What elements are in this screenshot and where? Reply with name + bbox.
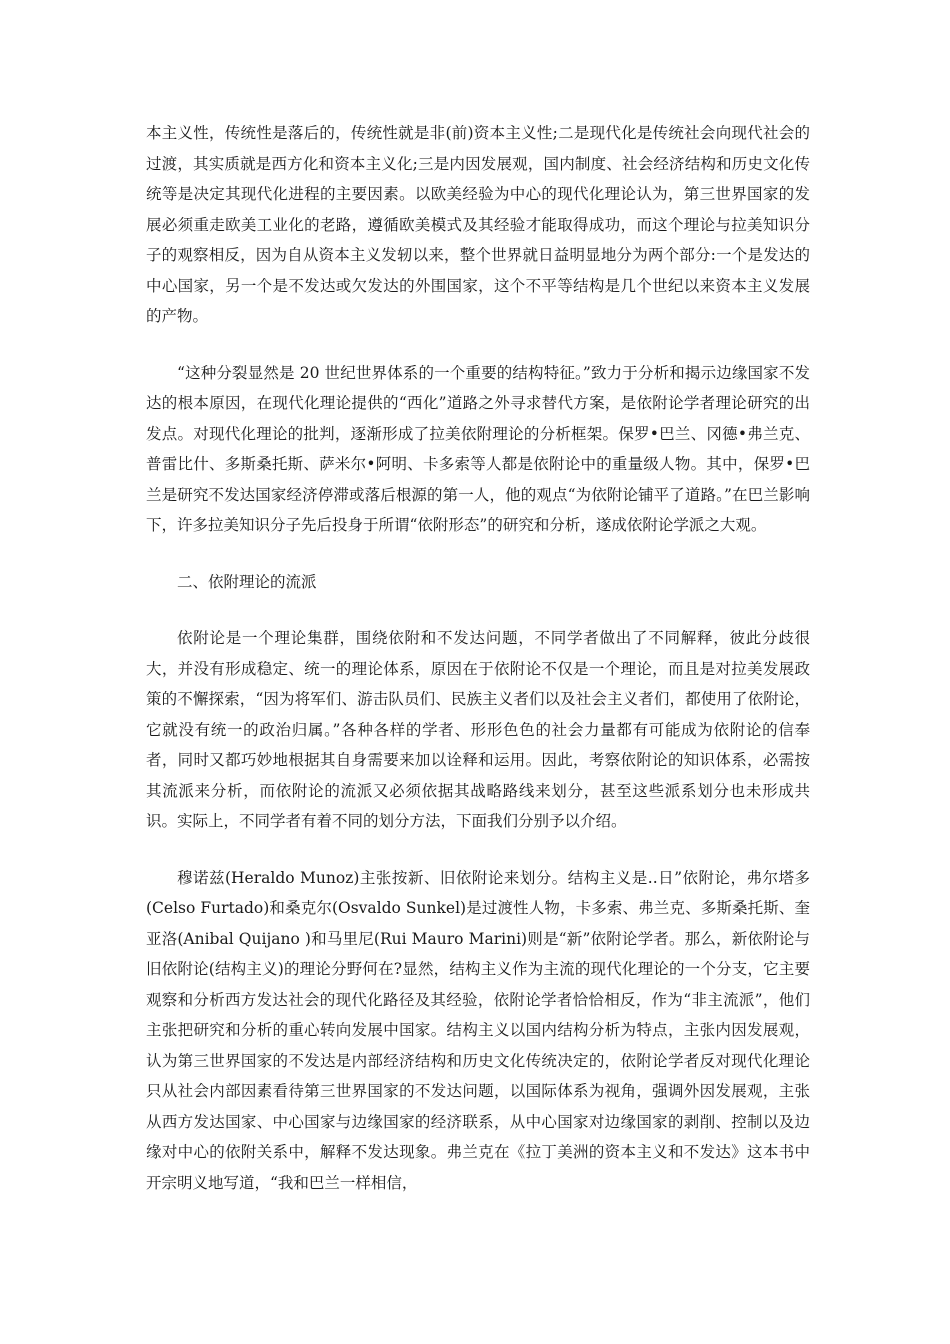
paragraph-munoz-classification: 穆诺兹(Heraldo Munoz)主张按新、旧依附论来划分。结构主义是..日”依附论，弗尔塔多(Celso Furtado)和桑克尔(Osvaldo Sunkel)是过渡性人物，卡多索、弗兰克、多斯桑托斯、奎亚洛(Anibal Quijano )和马里尼(Rui Mauro Marini)则是“新”依附论学者。那么，新依附论与旧依附论(结构主义)的理论分野何在?显然，结构主义作为主流的现代化理论的一个分支，它主要观察和分析西方发达社会的现代化路径及其经验，依附论学者恰恰相反，作为“非主流派”，他们主张把研究和分析的重心转向发展中国家。结构主义以国内结构分析为特点，主张内因发展观，认为第三世界国家的不发达是内部经济结构和历史文化传统决定的，依附论学者反对现代化理论只从社会内部因素看待第三世界国家的不发达问题，以国际体系为视角，强调外因发展观，主张从西方发达国家、中心国家与边缘国家的经济联系，从中心国家对边缘国家的剥削、控制以及边缘对中心的依附关系中，解释不发达现象。弗兰克在《拉丁美洲的资本主义和不发达》这本书中开宗明义地写道，“我和巴兰一样相信， (146, 868, 810, 1192)
paragraph-continuation: 本主义性，传统性是落后的，传统性就是非(前)资本主义性;二是现代化是传统社会向现代社会的过渡，其实质就是西方化和资本主义化;三是内因发展观，国内制度、社会经济结构和历史文化传统等是决定其现代化进程的主要因素。以欧美经验为中心的现代化理论认为，第三世界国家的发展必须重走欧美工业化的老路，遵循欧美模式及其经验才能取得成功，而这个理论与拉美知识分子的观察相反，因为自从资本主义发轫以来，整个世界就日益明显地分为两个部分:一个是发达的中心国家，另一个是不发达或欠发达的外围国家，这个不平等结构是几个世纪以来资本主义发展的产物。 (146, 124, 810, 325)
paragraph-theory-cluster: 依附论是一个理论集群，围绕依附和不发达问题，不同学者做出了不同解释，彼此分歧很大，并没有形成稳定、统一的理论体系，原因在于依附论不仅是一个理论，而且是对拉美发展政策的不懈探索，“因为将军们、游击队员们、民族主义者们以及社会主义者们，都使用了依附论，它就没有统一的政治归属。”各种各样的学者、形形色色的社会力量都有可能成为依附论的信奉者，同时又都巧妙地根据其自身需要来加以诠释和运用。因此，考察依附论的知识体系，必需按其流派来分析，而依附论的流派又必须依据其战略路线来划分，甚至这些派系划分也未形成共识。实际上，不同学者有着不同的划分方法，下面我们分别予以介绍。 (146, 629, 810, 830)
document-body (146, 118, 810, 1224)
paragraph-world-system: “这种分裂显然是 20 世纪世界体系的一个重要的结构特征。”致力于分析和揭示边缘国家不发达的根本原因，在现代化理论提供的“西化”道路之外寻求替代方案，是依附论学者理论研究的出发点。对现代化理论的批判，逐渐形成了拉美依附理论的分析框架。保罗•巴兰、冈德•弗兰克、普雷比什、多斯桑托斯、萨米尔•阿明、卡多索等人都是依附论中的重量级人物。其中，保罗•巴兰是研究不发达国家经济停滞或落后根源的第一人，他的观点“为依附论铺平了道路。”在巴兰影响下，许多拉美知识分子先后投身于所谓“依附形态”的研究和分析，遂成依附论学派之大观。 (146, 363, 810, 534)
section-heading: 二、依附理论的流派 (177, 572, 317, 591)
